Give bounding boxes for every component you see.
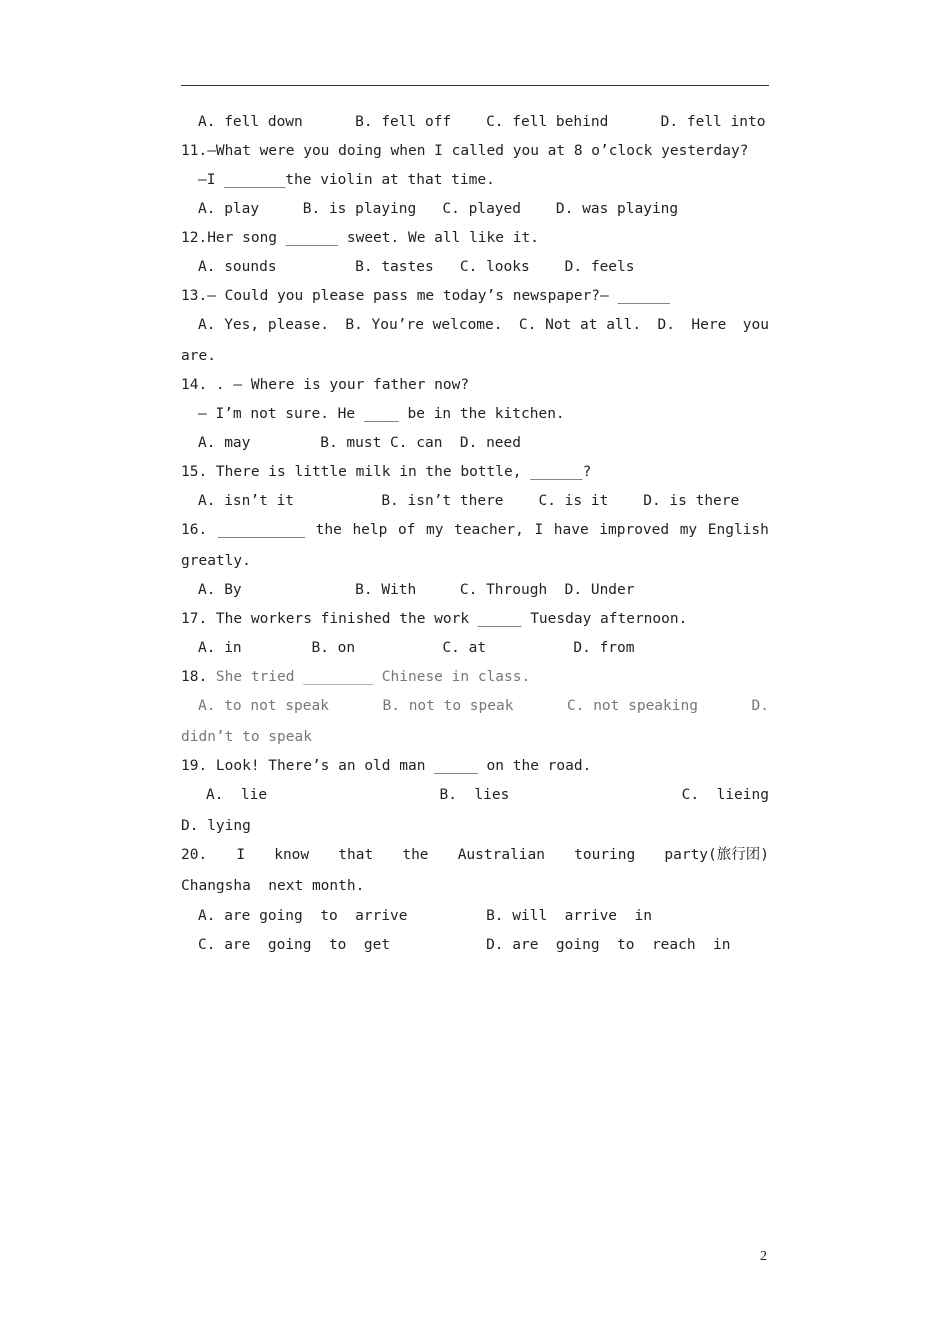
q18-number: 18.	[181, 669, 208, 685]
q16-word: help	[352, 522, 388, 538]
q20-options-ab: A. are going to arrive B. will arrive in	[198, 908, 652, 924]
q16-word: improved	[599, 522, 670, 538]
q11-reply: —I _______the violin at that time.	[198, 172, 495, 188]
q16-blank: __________	[217, 522, 306, 538]
q16-word: English	[707, 522, 769, 538]
q19-options	[206, 786, 769, 804]
q16-word: my	[426, 522, 444, 538]
q20-word: the	[402, 847, 429, 863]
q13-continuation: are.	[181, 348, 216, 364]
q13-option-a: A. Yes, please.	[198, 317, 329, 333]
q20-word: that	[338, 847, 374, 863]
q13-option-d: D.	[657, 317, 675, 333]
q13-question: 13.— Could you please pass me today’s newspaper?— ______	[181, 288, 670, 304]
q20-word: touring	[574, 847, 636, 863]
q20-options-cd: C. are going to get D. are going to reach in	[198, 937, 731, 953]
q13-option-b: B. You’re welcome.	[345, 317, 503, 333]
q16-word: teacher,	[454, 522, 524, 538]
q20-word: Australian	[457, 847, 545, 863]
q16-continuation: greatly.	[181, 553, 251, 569]
q11-question: 11.—What were you doing when I called you at 8 o’clock yesterday?	[181, 143, 749, 159]
q18-option-b: B. not to speak	[382, 698, 514, 714]
q17-question: 17. The workers finished the work _____ Tuesday afternoon.	[181, 611, 688, 627]
q16-word: the	[315, 522, 342, 538]
q16-options: A. By B. With C. Through D. Under	[198, 582, 635, 598]
q20-word: party(旅行团)	[664, 847, 769, 863]
header-rule	[181, 85, 769, 86]
q16-question	[181, 521, 769, 539]
q19-option-b: B. lies	[439, 787, 510, 803]
q13-options	[198, 316, 769, 334]
q19-option-c: C. lieing	[681, 787, 769, 803]
q14-question: 14. . — Where is your father now?	[181, 377, 470, 393]
q13-option-c: C. Not at all.	[518, 317, 642, 333]
q20-word: know	[274, 847, 310, 863]
q19-question: 19. Look! There’s an old man _____ on the road.	[181, 758, 592, 774]
q19-option-a: A. lie	[206, 787, 268, 803]
q11-options: A. play B. is playing C. played D. was playing	[198, 201, 679, 217]
q16-word: have	[553, 522, 589, 538]
q14-reply: — I’m not sure. He ____ be in the kitchen.	[198, 406, 565, 422]
q18-options	[198, 697, 769, 715]
q10-options: A. fell down B. fell off C. fell behind D. fell into	[198, 114, 766, 130]
q12-question: 12.Her song ______ sweet. We all like it.	[181, 230, 539, 246]
q16-word: 16.	[181, 522, 208, 538]
q20-word: 20.	[181, 847, 208, 863]
q18-continuation: didn’t to speak	[181, 729, 312, 745]
q13-option-d-word2: you	[742, 317, 769, 333]
q17-options: A. in B. on C. at D. from	[198, 640, 635, 656]
q20-question	[181, 846, 769, 864]
q18-text: She tried ________ Chinese in class.	[207, 669, 531, 685]
page-number: 2	[760, 1249, 767, 1264]
q18-option-c: C. not speaking	[567, 698, 698, 714]
q20-continuation: Changsha next month.	[181, 878, 365, 894]
q18-option-a: A. to not speak	[198, 698, 329, 714]
q18-option-d: D.	[751, 698, 769, 714]
q12-options: A. sounds B. tastes C. looks D. feels	[198, 259, 635, 275]
q20-word: I	[236, 847, 246, 863]
q19-continuation: D. lying	[181, 818, 251, 834]
q13-option-d-word1: Here	[691, 317, 727, 333]
q14-options: A. may B. must C. can D. need	[198, 435, 522, 451]
q15-options: A. isn’t it B. isn’t there C. is it D. is there	[198, 493, 740, 509]
q15-question: 15. There is little milk in the bottle, ______?	[181, 464, 592, 480]
q18-question	[181, 668, 530, 686]
q16-word: of	[397, 522, 416, 538]
q16-word: I	[534, 522, 544, 538]
q16-word: my	[679, 522, 698, 538]
